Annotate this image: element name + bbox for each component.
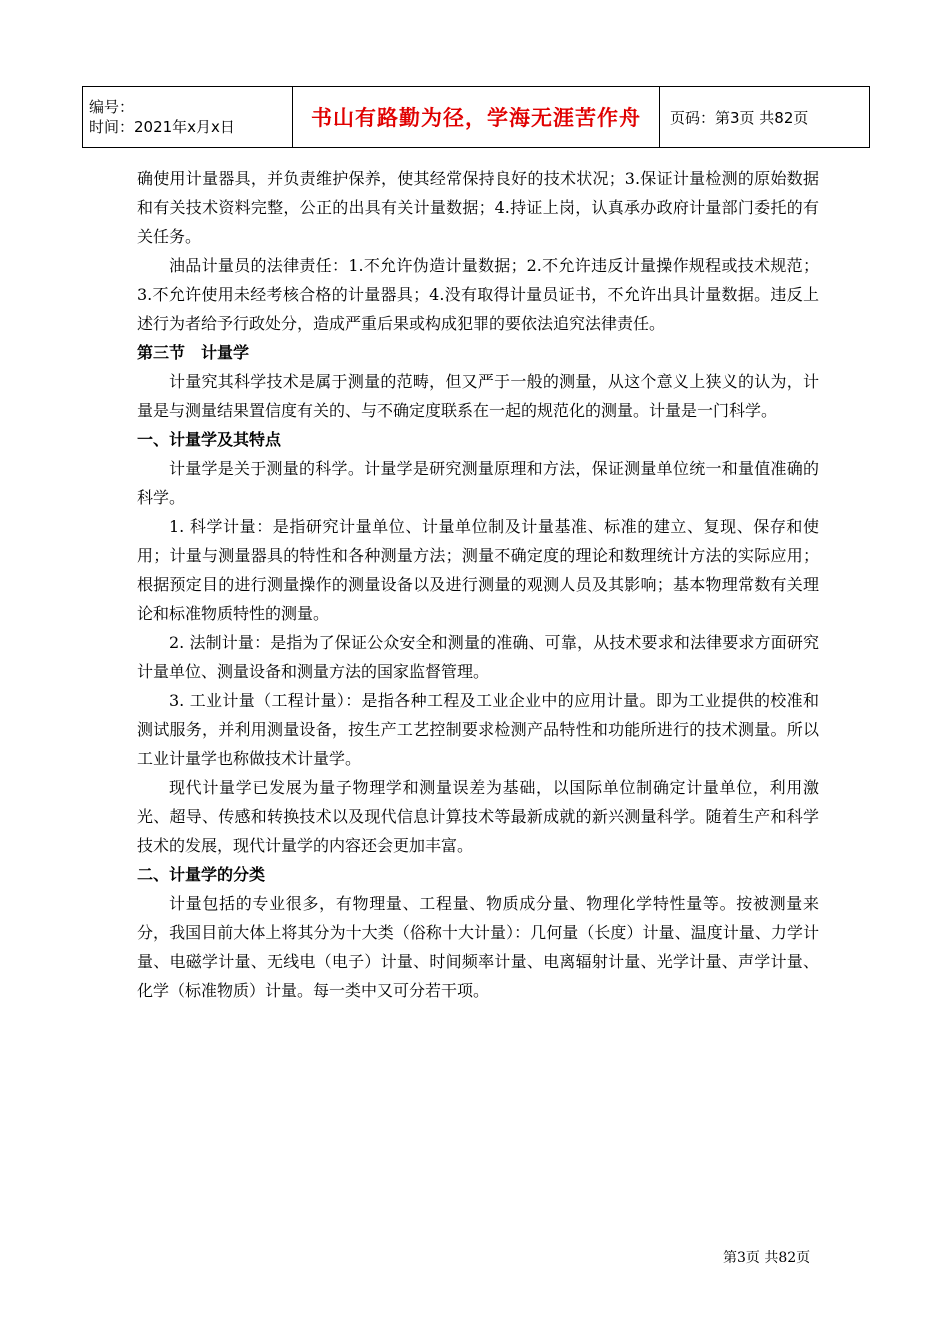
header-page-info: 页码：第3页 共82页 [660, 87, 870, 148]
paragraph: 计量学是关于测量的科学。计量学是研究测量原理和方法，保证测量单位统一和量值准确的科学。 [137, 459, 819, 507]
paragraph: 油品计量员的法律责任：1.不允许伪造计量数据；2.不允许违反计量操作规程或技术规范；3.不允许使用未经考核合格的计量器具；4.没有取得计量员证书，不允许出具计量数据。违反上述行为者给予行政处分，造成严重后果或构成犯罪的要依法追究法律责任。 [137, 256, 819, 333]
page-header [82, 86, 870, 148]
page-footer: 第3页 共82页 [723, 1250, 811, 1266]
subsection-heading: 二、计量学的分类 [137, 865, 266, 884]
document-body [137, 164, 819, 1005]
list-item: 2. 法制计量：是指为了保证公众安全和测量的准确、可靠，从技术要求和法律要求方面研究计量单位、测量设备和测量方法的国家监督管理。 [137, 633, 819, 681]
paragraph: 确使用计量器具，并负责维护保养，使其经常保持良好的技术状况；3.保证计量检测的原始数据和有关技术资料完整，公正的出具有关计量数据；4.持证上岗，认真承办政府计量部门委托的有关任务。 [137, 169, 819, 246]
paragraph: 计量究其科学技术是属于测量的范畴，但又严于一般的测量，从这个意义上狭义的认为，计量是与测量结果置信度有关的、与不确定度联系在一起的规范化的测量。计量是一门科学。 [137, 372, 819, 420]
header-motto: 书山有路勤为径，学海无涯苦作舟 [293, 87, 660, 148]
header-meta-cell [83, 87, 293, 148]
list-item: 1. 科学计量：是指研究计量单位、计量单位制及计量基准、标准的建立、复现、保存和使用；计量与测量器具的特性和各种测量方法；测量不确定度的理论和数理统计方法的实际应用；根据预定目的进行测量操作的测量设备以及进行测量的观测人员及其影响；基本物理常数有关理论和标准物质特性的测量。 [137, 517, 819, 623]
section-title: 第三节 计量学 [137, 343, 250, 362]
list-item: 3. 工业计量（工程计量）：是指各种工程及工业企业中的应用计量。即为工业提供的校准和测试服务，并利用测量设备，按生产工艺控制要求检测产品特性和功能所进行的技术测量。所以工业计量学也称做技术计量学。 [137, 691, 819, 768]
document-number-label: 编号： [89, 98, 135, 116]
subsection-heading: 一、计量学及其特点 [137, 430, 282, 449]
paragraph: 计量包括的专业很多，有物理量、工程量、物质成分量、物理化学特性量等。按被测量来分，我国目前大体上将其分为十大类（俗称十大计量）：几何量（长度）计量、温度计量、力学计量、电磁学计量、无线电（电子）计量、时间频率计量、电离辐射计量、光学计量、声学计量、化学（标准物质）计量。每一类中又可分若干项。 [137, 894, 819, 1000]
paragraph: 现代计量学已发展为量子物理学和测量误差为基础，以国际单位制确定计量单位，利用激光、超导、传感和转换技术以及现代信息计算技术等最新成就的新兴测量科学。随着生产和科学技术的发展，现代计量学的内容还会更加丰富。 [137, 778, 819, 855]
document-date: 时间：2021年x月x日 [89, 118, 235, 136]
